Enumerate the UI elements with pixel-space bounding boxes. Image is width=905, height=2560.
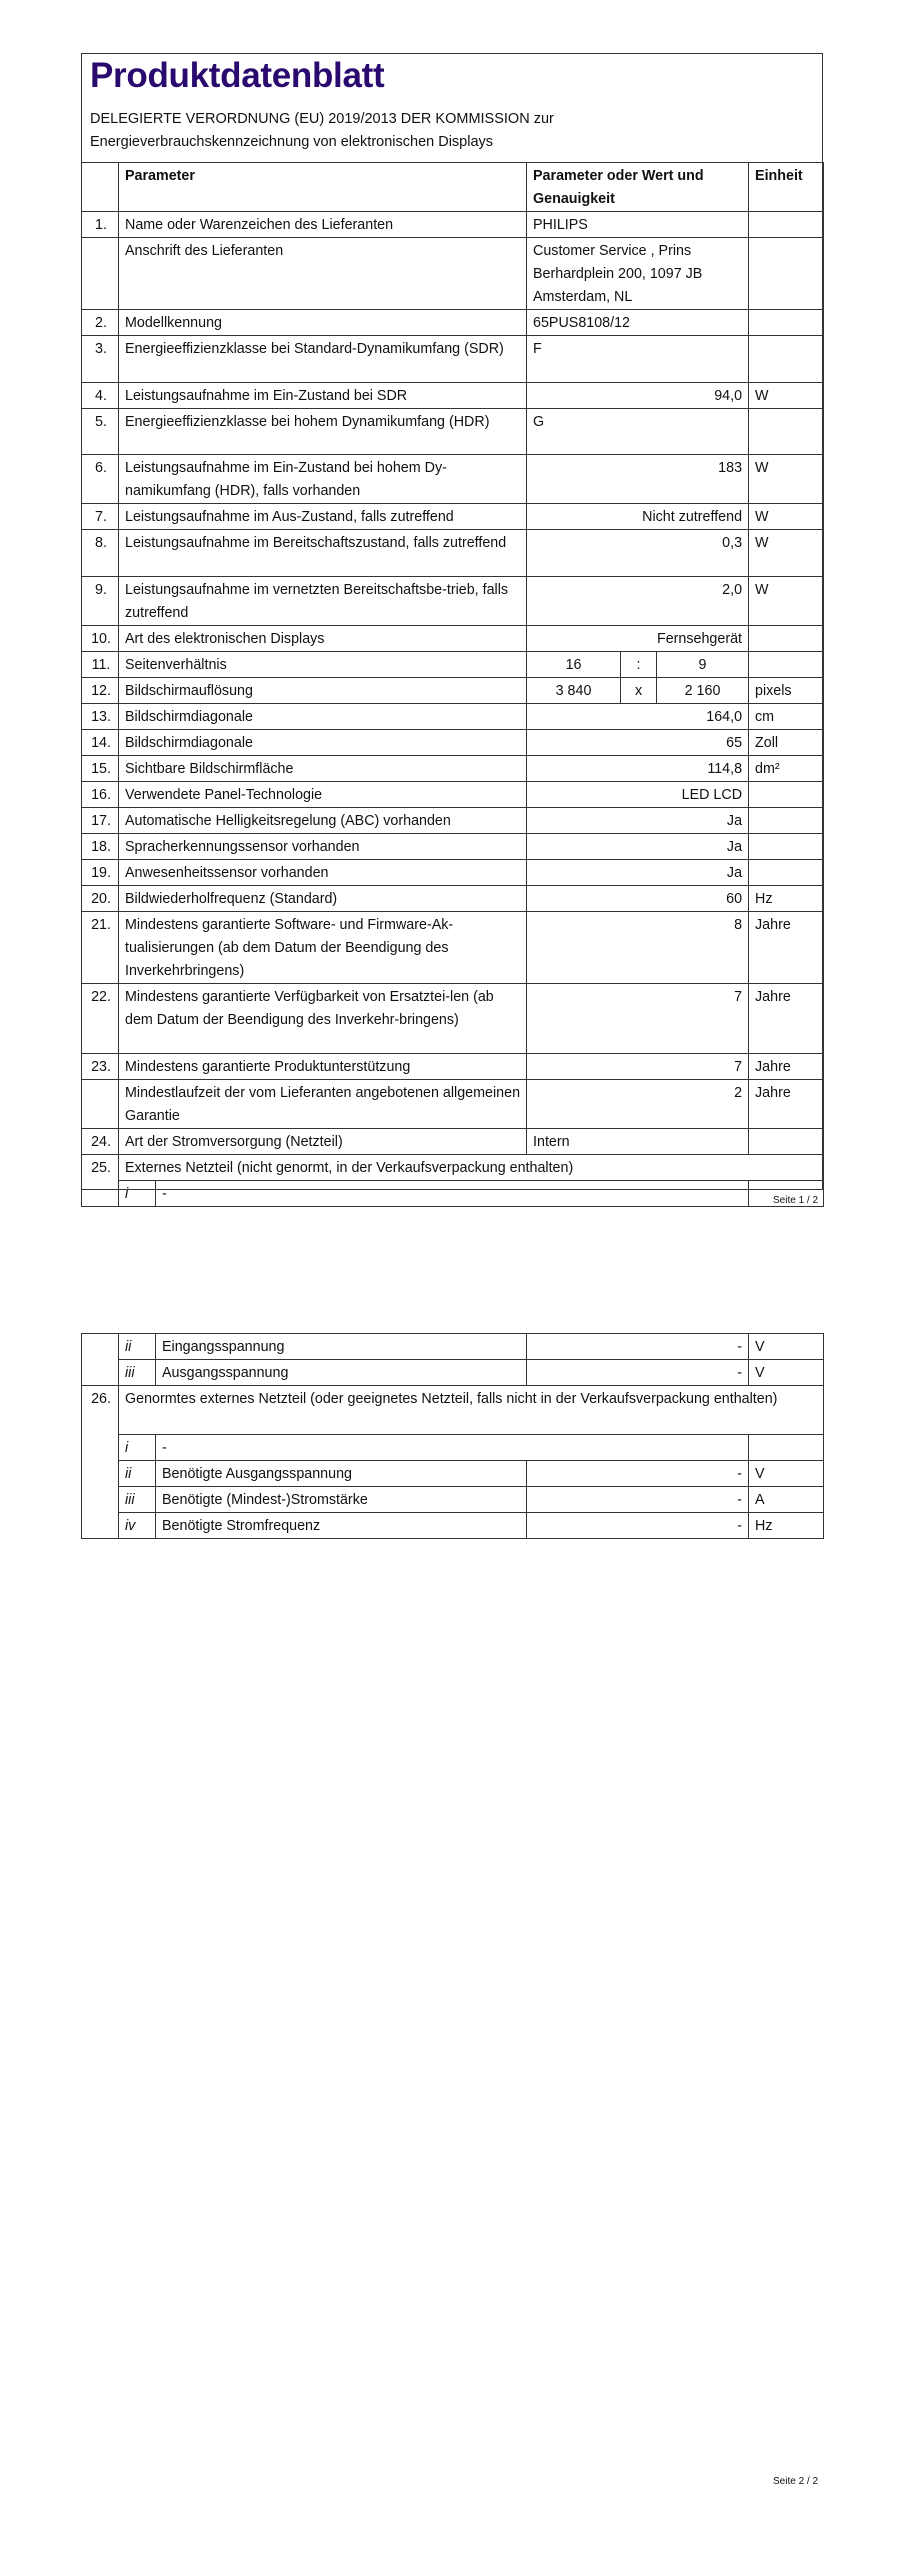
- row-number: 8.: [82, 530, 119, 577]
- row-number: [82, 238, 119, 310]
- row-parameter: Leistungsaufnahme im Bereitschaftszustand, falls zutreffend: [119, 530, 527, 577]
- row-parameter: Bildschirmauflösung: [119, 678, 527, 704]
- sub-parameter: Benötigte Ausgangsspannung: [156, 1461, 527, 1487]
- row-number: 4.: [82, 383, 119, 409]
- table-row: [82, 1155, 824, 1181]
- row-parameter: Leistungsaufnahme im Aus-Zustand, falls zutreffend: [119, 504, 527, 530]
- row-unit: Zoll: [749, 730, 824, 756]
- row-number: 22.: [82, 984, 119, 1054]
- page-title: Produktdatenblatt: [90, 56, 385, 95]
- sub-unit: V: [749, 1360, 824, 1386]
- row-parameter: Seitenverhältnis: [119, 652, 527, 678]
- row-parameter: Energieeffizienzklasse bei hohem Dynamikumfang (HDR): [119, 409, 527, 455]
- row-unit: Jahre: [749, 1054, 824, 1080]
- row-number: 26.: [82, 1386, 119, 1539]
- resolution-height: 2 160: [657, 678, 749, 704]
- row-unit: [749, 212, 824, 238]
- row-parameter: Leistungsaufnahme im Ein-Zustand bei hohem Dy-namikumfang (HDR), falls vorhanden: [119, 455, 527, 504]
- row-value: PHILIPS: [527, 212, 749, 238]
- row-value: 65: [527, 730, 749, 756]
- table-subrow: [82, 1461, 824, 1487]
- row-unit: Jahre: [749, 912, 824, 984]
- row-unit: W: [749, 530, 824, 577]
- aspect-ratio-width: 16: [527, 652, 621, 678]
- row-number: 12.: [82, 678, 119, 704]
- row-unit: W: [749, 504, 824, 530]
- row-unit: [749, 238, 824, 310]
- row-unit: [749, 652, 824, 678]
- table-row: [82, 626, 824, 652]
- sub-unit: V: [749, 1334, 824, 1360]
- table-subrow: [82, 1513, 824, 1539]
- sub-index: ii: [119, 1334, 156, 1360]
- resolution-width: 3 840: [527, 678, 621, 704]
- row-parameter: Externes Netzteil (nicht genormt, in der Verkaufsverpackung enthalten): [119, 1155, 824, 1181]
- header-parameter: Parameter: [119, 163, 527, 212]
- row-parameter: Bildschirmdiagonale: [119, 730, 527, 756]
- product-data-table: [81, 162, 824, 1207]
- sub-value: -: [527, 1334, 749, 1360]
- table-row: [82, 808, 824, 834]
- row-number: 3.: [82, 336, 119, 383]
- row-value: Customer Service , Prins Berhardplein 200, 1097 JB Amsterdam, NL: [527, 238, 749, 310]
- row-unit: [749, 1129, 824, 1155]
- sub-parameter: Benötigte (Mindest-)Stromstärke: [156, 1487, 527, 1513]
- row-unit: [749, 860, 824, 886]
- sub-unit: [749, 1435, 824, 1461]
- page-number-1: Seite 1 / 2: [773, 1195, 819, 1206]
- table-subrow: [82, 1487, 824, 1513]
- table-row: [82, 577, 824, 626]
- row-number: 13.: [82, 704, 119, 730]
- sub-parameter: Benötigte Stromfrequenz: [156, 1513, 527, 1539]
- sub-parameter: -: [156, 1435, 749, 1461]
- sub-value: -: [527, 1461, 749, 1487]
- table-subrow: [82, 1334, 824, 1360]
- row-value: 7: [527, 984, 749, 1054]
- header-unit: Einheit: [749, 163, 824, 212]
- row-unit: W: [749, 383, 824, 409]
- sub-value: -: [527, 1487, 749, 1513]
- table-row: [82, 504, 824, 530]
- table-row: [82, 310, 824, 336]
- table-row: [82, 409, 824, 455]
- row-value: 2,0: [527, 577, 749, 626]
- row-unit: Jahre: [749, 1080, 824, 1129]
- row-number: 20.: [82, 886, 119, 912]
- row-value: Ja: [527, 834, 749, 860]
- row-unit: Hz: [749, 886, 824, 912]
- row-parameter: Automatische Helligkeitsregelung (ABC) vorhanden: [119, 808, 527, 834]
- row-parameter: Mindestens garantierte Verfügbarkeit von Ersatztei-len (ab dem Datum der Beendigung des Inverkehr-bringens): [119, 984, 527, 1054]
- row-number: 1.: [82, 212, 119, 238]
- sub-index: iii: [119, 1360, 156, 1386]
- row-value: 7: [527, 1054, 749, 1080]
- row-value: Nicht zutreffend: [527, 504, 749, 530]
- row-unit: [749, 336, 824, 383]
- row-value: 8: [527, 912, 749, 984]
- row-value: Fernsehgerät: [527, 626, 749, 652]
- row-value: 114,8: [527, 756, 749, 782]
- table-row: [82, 912, 824, 984]
- row-unit: Jahre: [749, 984, 824, 1054]
- aspect-ratio-separator: :: [621, 652, 657, 678]
- row-value: 164,0: [527, 704, 749, 730]
- header-value: Parameter oder Wert und Genauigkeit: [527, 163, 749, 212]
- row-value: F: [527, 336, 749, 383]
- row-value: 2: [527, 1080, 749, 1129]
- row-parameter: Spracherkennungssensor vorhanden: [119, 834, 527, 860]
- row-number: 19.: [82, 860, 119, 886]
- aspect-ratio-height: 9: [657, 652, 749, 678]
- row-number: 7.: [82, 504, 119, 530]
- row-parameter: Mindestlaufzeit der vom Lieferanten angebotenen allgemeinen Garantie: [119, 1080, 527, 1129]
- sub-parameter: Eingangsspannung: [156, 1334, 527, 1360]
- row-unit: [749, 808, 824, 834]
- table-row: [82, 1080, 824, 1129]
- table-row: [82, 455, 824, 504]
- table-row: [82, 886, 824, 912]
- table-row: [82, 212, 824, 238]
- table-row: [82, 238, 824, 310]
- table-row: [82, 756, 824, 782]
- row-parameter: Anwesenheitssensor vorhanden: [119, 860, 527, 886]
- row-number-continued: [82, 1334, 119, 1386]
- row-unit: pixels: [749, 678, 824, 704]
- row-parameter: Leistungsaufnahme im Ein-Zustand bei SDR: [119, 383, 527, 409]
- table-row: [82, 383, 824, 409]
- row-unit: dm²: [749, 756, 824, 782]
- row-value: Intern: [527, 1129, 749, 1155]
- sub-unit: Hz: [749, 1513, 824, 1539]
- row-number: 17.: [82, 808, 119, 834]
- row-number: 15.: [82, 756, 119, 782]
- row-unit: cm: [749, 704, 824, 730]
- table-row: [82, 1054, 824, 1080]
- row-parameter: Energieeffizienzklasse bei Standard-Dynamikumfang (SDR): [119, 336, 527, 383]
- sub-parameter: Ausgangsspannung: [156, 1360, 527, 1386]
- row-parameter: Verwendete Panel-Technologie: [119, 782, 527, 808]
- row-unit: [749, 834, 824, 860]
- row-number: 11.: [82, 652, 119, 678]
- row-value: 94,0: [527, 383, 749, 409]
- table-row: [82, 860, 824, 886]
- row-value: G: [527, 409, 749, 455]
- row-value: Ja: [527, 860, 749, 886]
- sub-unit: V: [749, 1461, 824, 1487]
- row-value: LED LCD: [527, 782, 749, 808]
- row-unit: [749, 782, 824, 808]
- row-number: 18.: [82, 834, 119, 860]
- table-row: [82, 678, 824, 704]
- row-parameter: Modellkennung: [119, 310, 527, 336]
- table-subrow: [82, 1360, 824, 1386]
- row-parameter: Leistungsaufnahme im vernetzten Bereitschaftsbe-trieb, falls zutreffend: [119, 577, 527, 626]
- row-parameter: Sichtbare Bildschirmfläche: [119, 756, 527, 782]
- sub-index: iv: [119, 1513, 156, 1539]
- row-parameter: Mindestens garantierte Produktunterstützung: [119, 1054, 527, 1080]
- row-parameter: Anschrift des Lieferanten: [119, 238, 527, 310]
- sub-index: i: [119, 1181, 156, 1207]
- table-subrow: [82, 1435, 824, 1461]
- row-value: Ja: [527, 808, 749, 834]
- row-number: [82, 1080, 119, 1129]
- row-parameter: Name oder Warenzeichen des Lieferanten: [119, 212, 527, 238]
- row-unit: W: [749, 577, 824, 626]
- row-value: 183: [527, 455, 749, 504]
- table-row: [82, 730, 824, 756]
- row-parameter: Art des elektronischen Displays: [119, 626, 527, 652]
- table-row: [82, 704, 824, 730]
- subtitle-line-2: Energieverbrauchskennzeichnung von elektronischen Displays: [90, 134, 494, 150]
- row-parameter: Mindestens garantierte Software- und Firmware-Ak-tualisierungen (ab dem Datum der Beendigung des Inverkehrbringens): [119, 912, 527, 984]
- sub-unit: A: [749, 1487, 824, 1513]
- row-number: 14.: [82, 730, 119, 756]
- row-value: 60: [527, 886, 749, 912]
- table-row: [82, 782, 824, 808]
- sub-index: iii: [119, 1487, 156, 1513]
- row-unit: [749, 626, 824, 652]
- product-data-table-continued: [81, 1333, 824, 1539]
- header-num: [82, 163, 119, 212]
- row-parameter: Bildschirmdiagonale: [119, 704, 527, 730]
- row-value: 65PUS8108/12: [527, 310, 749, 336]
- resolution-separator: x: [621, 678, 657, 704]
- sub-index: ii: [119, 1461, 156, 1487]
- row-unit: W: [749, 455, 824, 504]
- sub-value: -: [527, 1360, 749, 1386]
- sub-value: -: [527, 1513, 749, 1539]
- sub-parameter: -: [156, 1181, 749, 1207]
- table-row: [82, 834, 824, 860]
- row-number: 9.: [82, 577, 119, 626]
- row-number: 5.: [82, 409, 119, 455]
- regulation-subtitle: [90, 108, 810, 154]
- row-parameter: Genormtes externes Netzteil (oder geeignetes Netzteil, falls nicht in der Verkaufsverpackung enthalten): [119, 1386, 824, 1435]
- row-number: 10.: [82, 626, 119, 652]
- row-unit: [749, 310, 824, 336]
- row-number: 24.: [82, 1129, 119, 1155]
- row-number: 6.: [82, 455, 119, 504]
- row-number: 16.: [82, 782, 119, 808]
- page-number-2: Seite 2 / 2: [773, 2476, 819, 2487]
- row-number: 23.: [82, 1054, 119, 1080]
- table-row: [82, 1386, 824, 1435]
- row-unit: [749, 409, 824, 455]
- row-value: 0,3: [527, 530, 749, 577]
- table-row: [82, 336, 824, 383]
- row-parameter: Bildwiederholfrequenz (Standard): [119, 886, 527, 912]
- row-number: 25.: [82, 1155, 119, 1207]
- sub-index: i: [119, 1435, 156, 1461]
- table-row: [82, 652, 824, 678]
- table-row: [82, 1129, 824, 1155]
- table-row: [82, 984, 824, 1054]
- row-number: 2.: [82, 310, 119, 336]
- row-parameter: Art der Stromversorgung (Netzteil): [119, 1129, 527, 1155]
- table-row: [82, 530, 824, 577]
- table-subrow: [82, 1181, 824, 1207]
- table-header-row: [82, 163, 824, 212]
- subtitle-line-1: DELEGIERTE VERORDNUNG (EU) 2019/2013 DER KOMMISSION zur: [90, 111, 554, 127]
- row-number: 21.: [82, 912, 119, 984]
